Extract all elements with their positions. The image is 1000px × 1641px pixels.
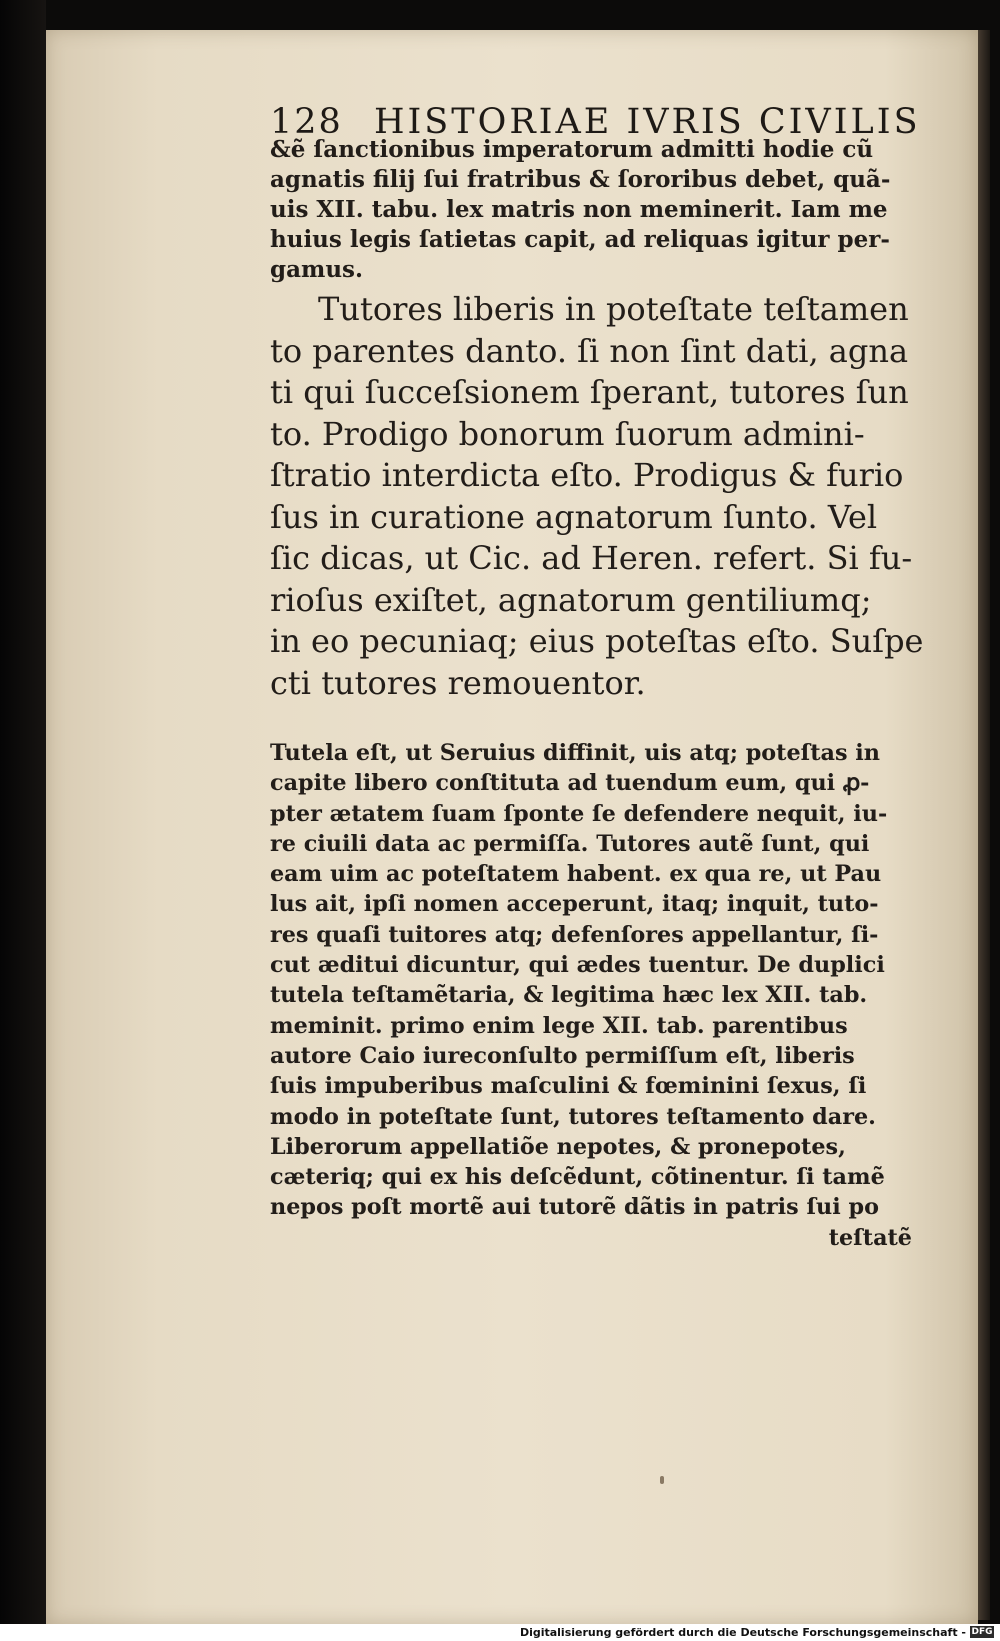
text-line: agnatis filij ſui fratribus & ſororibus debet, quã- <box>270 166 891 193</box>
text-line: huius legis ſatietas capit, ad reliquas igitur per- <box>270 226 890 253</box>
page-number: 128 <box>270 102 343 142</box>
text-line: ſuis impuberibus maſculini & fœminini ſexus, ſi <box>270 1073 867 1100</box>
text-line: in eo pecuniaq; eius poteſtas eſto. Suſpe <box>270 622 924 660</box>
text-line: nepos poſt mortẽ aui tutorẽ dãtis in patris ſui po <box>270 1194 879 1221</box>
catchword: teſtatẽ <box>828 1224 912 1251</box>
funding-credit: Digitalisierung gefördert durch die Deutsche Forschungsgemeinschaft - <box>519 1626 966 1639</box>
text-line: modo in poteſtate ſunt, tutores teſtamento dare. <box>270 1103 876 1130</box>
text-line: res quaſi tuitores atq; defenſores appellantur, ſi- <box>270 921 879 948</box>
spine-shadow <box>0 0 46 1641</box>
text-line: Tutores liberis in poteſtate teſtamen <box>318 290 909 328</box>
text-line: Tutela eſt, ut Seruius diffinit, uis atq; poteſtas in <box>270 740 880 766</box>
text-line: capite libero conſtituta ad tuendum eum, qui ꝓ- <box>270 770 870 797</box>
text-line: Liberorum appellatiõe nepotes, & pronepotes, <box>270 1133 846 1160</box>
text-line: cut æditui dicuntur, qui ædes tuentur. De duplici <box>270 952 885 979</box>
text-line: tutela teſtamẽtaria, & legitima hæc lex XII. tab. <box>270 982 868 1009</box>
running-title: HISTORIAE IVRIS CIVILIS <box>373 102 921 142</box>
text-line: ti qui ſucceſsionem ſperant, tutores ſun <box>270 373 909 411</box>
text-line: cæteriq; qui ex his deſcẽdunt, cõtinentur. ſi tamẽ <box>270 1164 885 1191</box>
text-line: &ẽ ſanctionibus imperatorum admitti hodie cũ <box>270 136 874 163</box>
law-text <box>270 289 924 704</box>
text-line: uis XII. tabu. lex matris non meminerit. Iam me <box>270 196 888 223</box>
ink-speck <box>660 1476 664 1484</box>
footer-bar <box>0 1624 1000 1641</box>
text-line: cti tutores remouentor. <box>270 663 646 702</box>
text-line: gamus. <box>270 256 363 283</box>
text-line: lus ait, ipſi nomen acceperunt, itaq; inquit, tuto- <box>270 891 879 918</box>
text-line: eam uim ac poteſtatem habent. ex qua re, ut Pau <box>270 861 882 888</box>
text-line: ſic dicas, ut Cic. ad Heren. refert. Si fu- <box>270 539 913 577</box>
commentary-top <box>270 135 920 285</box>
text-line: ſus in curatione agnatorum ſunto. Vel <box>270 497 878 536</box>
commentary-main <box>270 738 920 1253</box>
text-line: pter ætatem ſuam ſponte ſe defendere nequit, iu- <box>270 800 888 827</box>
text-line: meminit. primo enim lege XII. tab. parentibus <box>270 1012 848 1039</box>
text-line: rioſus exiſtet, agnatorum gentiliumq; <box>270 580 872 619</box>
dfg-logo: DFG <box>971 1627 993 1637</box>
text-line: re ciuili data ac permiſſa. Tutores autẽ ſunt, qui <box>270 830 870 857</box>
text-line: ſtratio interdicta eſto. Prodigus & furio <box>270 456 904 494</box>
text-line: to parentes danto. ſi non ſint dati, agna <box>270 331 909 370</box>
text-line: to. Prodigo bonorum ſuorum admini- <box>270 414 865 453</box>
text-line: autore Caio iureconſulto permiſſum eſt, liberis <box>270 1042 855 1069</box>
